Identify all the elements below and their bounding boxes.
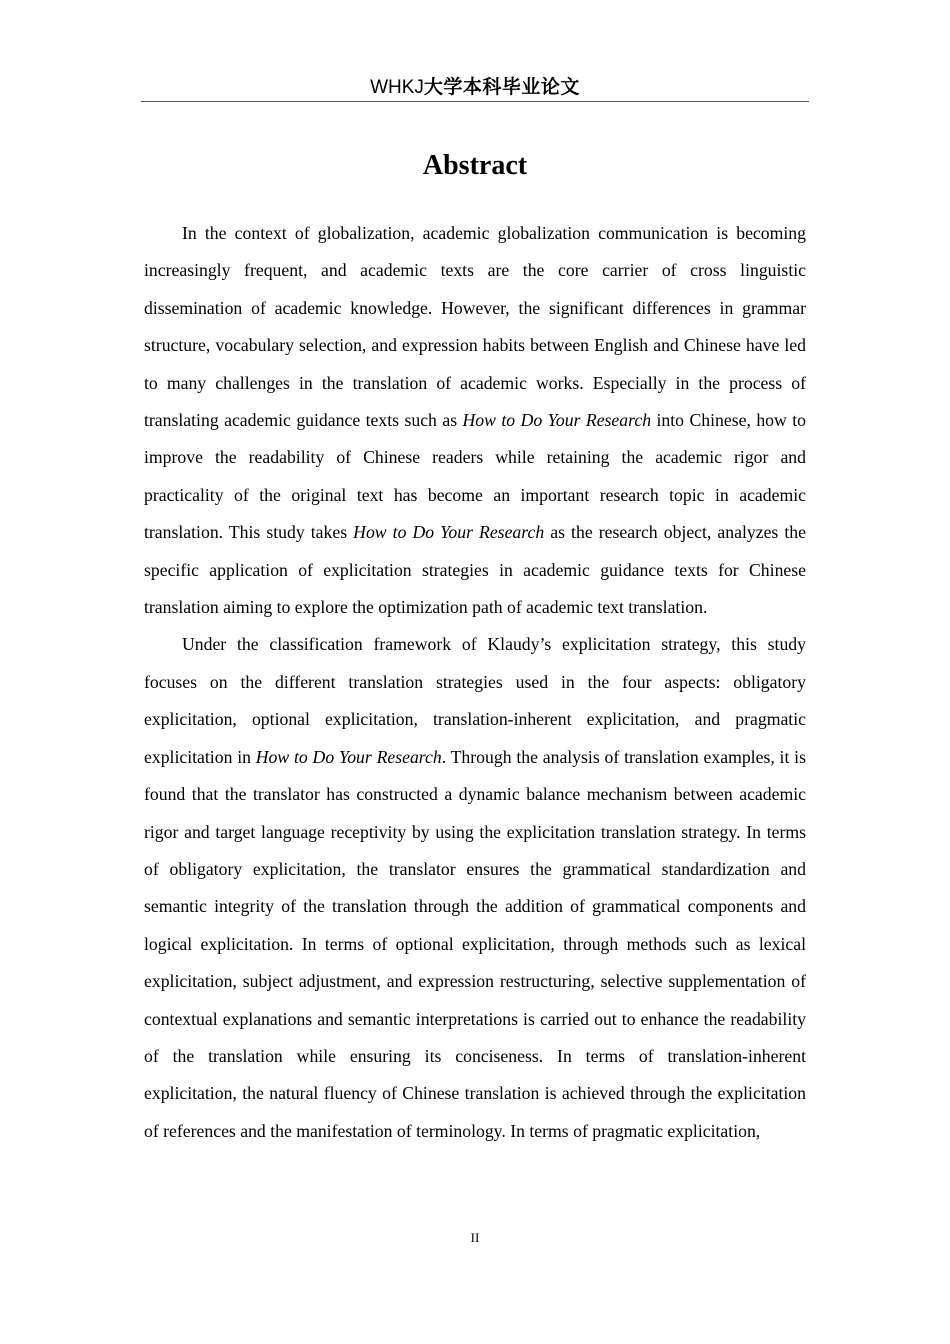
page-number: II <box>470 1230 480 1245</box>
paragraph-text: into Chinese, how to improve the readability of Chinese readers while retaining the academic rigor and practicality of the original text has become an important research topic in academic translation. This study takes <box>144 410 806 543</box>
paragraph-text: . Through the analysis of translation examples, it is found that the translator has constructed a dynamic balance mechanism between academic rigor and target language receptivity by using the explicitation translation strategy. In terms of obligatory explicitation, the translator ensures the grammatical standardization and semantic integrity of the translation through the addition of grammatical components and logical explicitation. In terms of optional explicitation, through methods such as lexical explicitation, subject adjustment, and expression restructuring, selective supplementation of contextual explanations and semantic interpretations is carried out to enhance the readability of the translation while ensuring its conciseness. In terms of translation-inherent explicitation, the natural fluency of Chinese translation is achieved through the explicitation of references and the manifestation of terminology. In terms of pragmatic explicitation, <box>144 746 806 1141</box>
abstract-body <box>144 215 806 1150</box>
paragraph-text: as the research object, analyzes the specific application of explicitation strategies in academic guidance texts for Chinese translation aiming to explore the optimization path of academic text translation. <box>144 522 806 618</box>
abstract-paragraph-1 <box>144 215 806 626</box>
abstract-paragraph-2 <box>144 626 806 1150</box>
paragraph-text: Under the classification framework of Klaudy’s explicitation strategy, this study focuses on the different translation strategies used in the four aspects: obligatory explicitation, optional explicitation, translation-inherent explicitation, and pragmatic explicitation in <box>144 634 806 767</box>
book-title: How to Do Your Research <box>462 410 652 431</box>
header-latin-text: WHKJ <box>370 77 424 98</box>
book-title: How to Do Your Research <box>255 746 442 767</box>
book-title: How to Do Your Research <box>353 522 545 543</box>
abstract-title: Abstract <box>422 150 528 181</box>
header-rule <box>141 101 809 102</box>
running-header <box>141 72 809 102</box>
header-chinese-text: 大学本科毕业论文 <box>423 76 580 98</box>
paragraph-text: In the context of globalization, academic globalization communication is becoming increasingly frequent, and academic texts are the core carrier of cross linguistic dissemination of academic knowledge. However, the significant differences in grammar structure, vocabulary selection, and expression habits between English and Chinese have led to many challenges in the translation of academic works. Especially in the process of translating academic guidance texts such as <box>144 223 806 431</box>
